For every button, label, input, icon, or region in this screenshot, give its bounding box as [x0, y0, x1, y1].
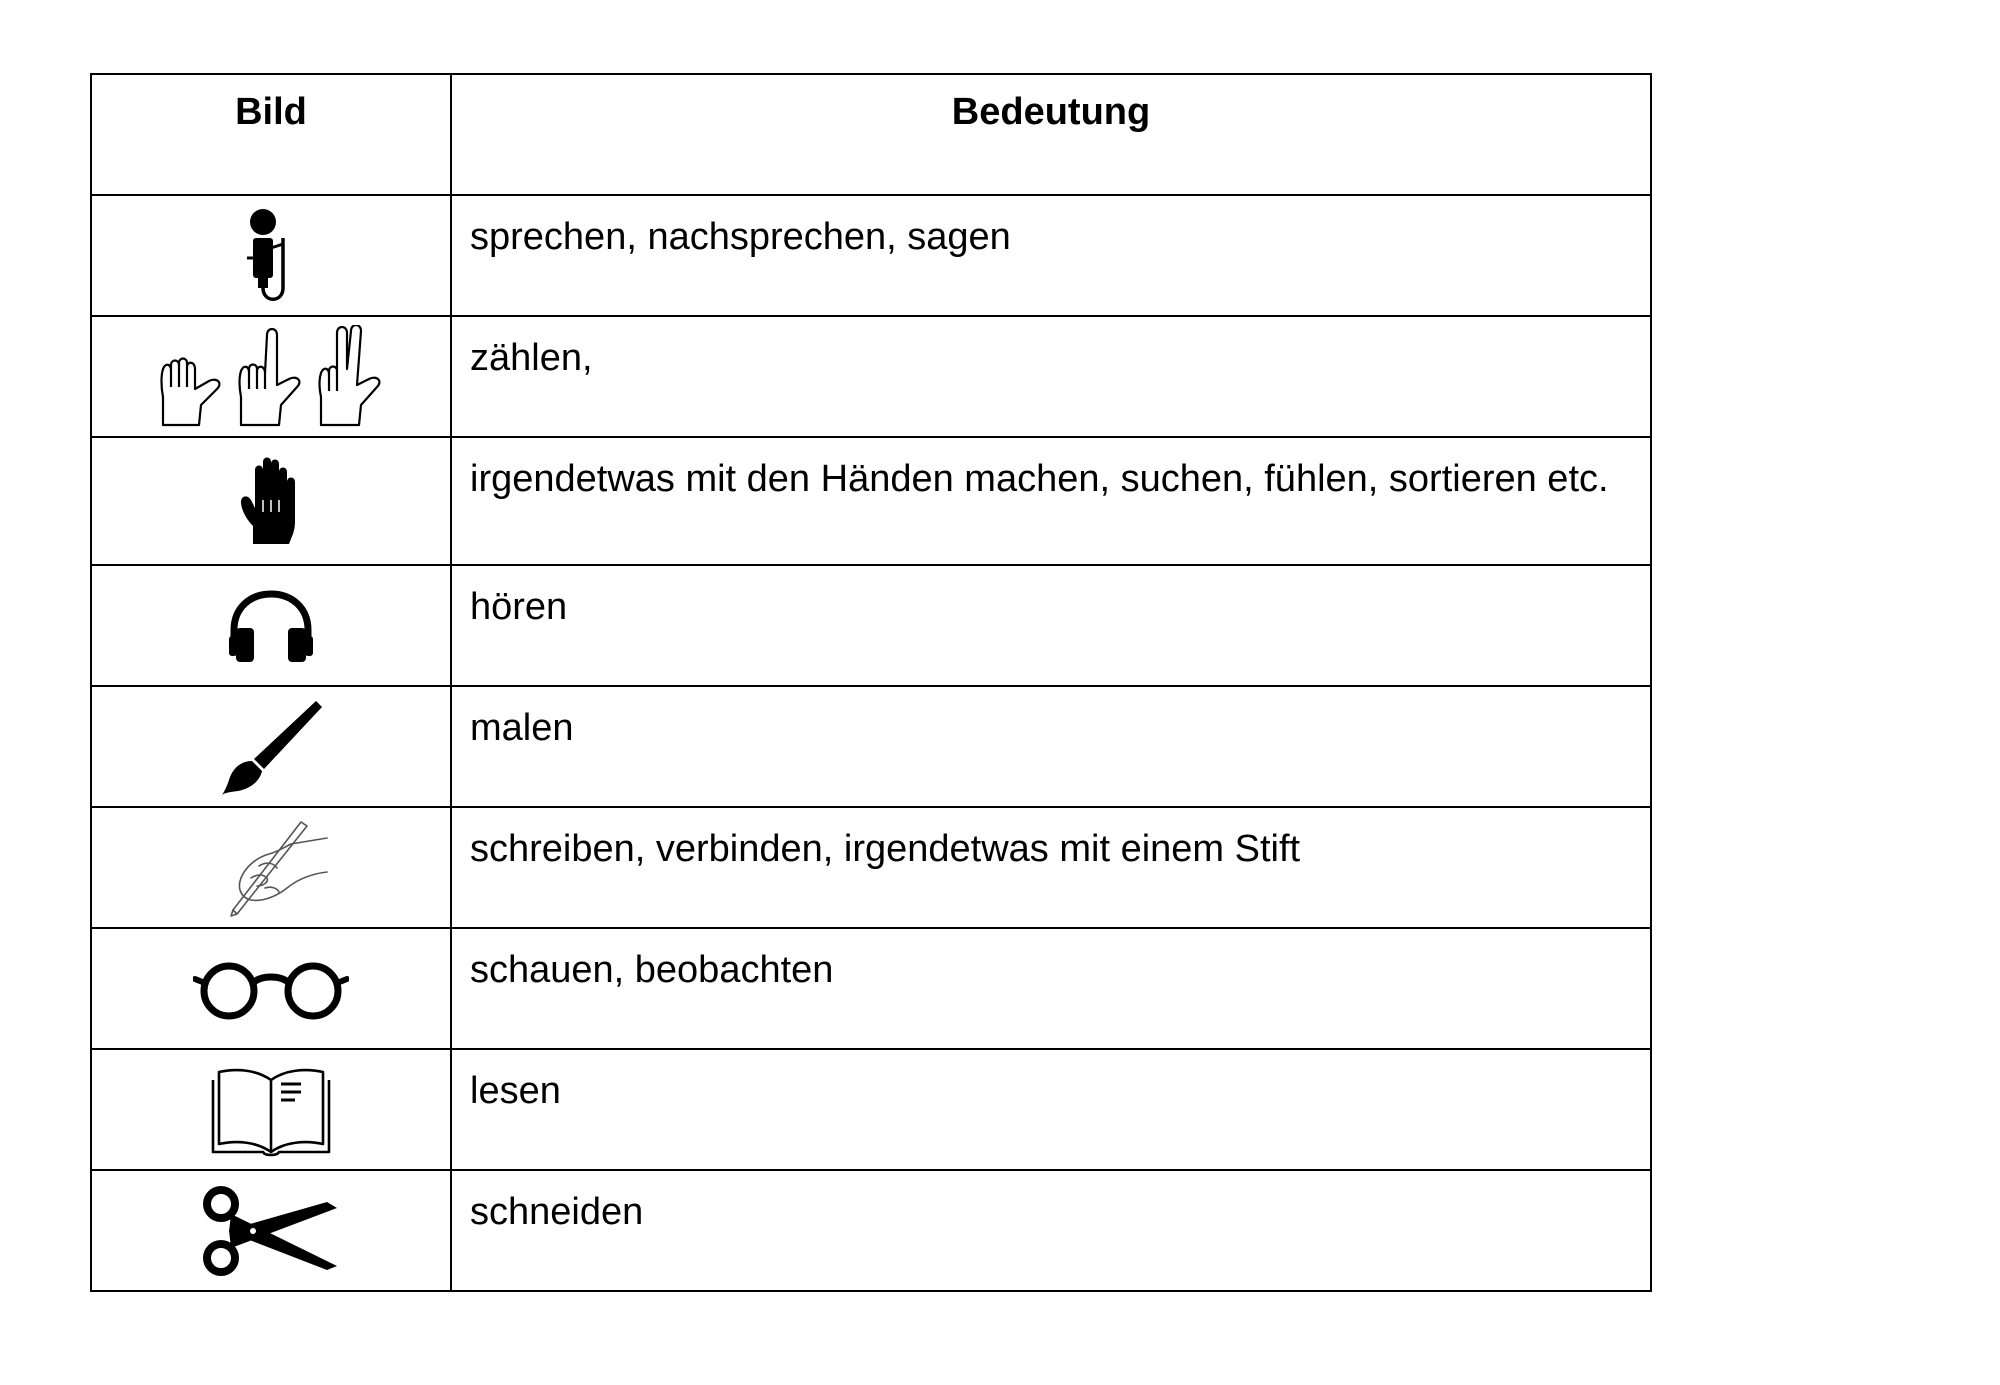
table-header-row [91, 74, 1651, 195]
symbol-legend-table [90, 73, 1652, 1292]
table-row [91, 928, 1651, 1049]
header-meaning: Bedeutung [451, 74, 1651, 195]
table-row [91, 1170, 1651, 1291]
hand-icon [239, 456, 303, 546]
header-image: Bild [91, 74, 451, 195]
meaning-cell: irgendetwas mit den Händen machen, suchen, fühlen, sortieren etc. [451, 437, 1651, 565]
counting-hands-icon [151, 325, 391, 429]
table-row [91, 565, 1651, 686]
image-cell [91, 1170, 451, 1291]
image-cell [91, 565, 451, 686]
image-cell [91, 195, 451, 316]
scissors-icon [201, 1186, 341, 1276]
headphones-icon [226, 588, 316, 664]
table-row [91, 437, 1651, 565]
image-cell [91, 807, 451, 928]
glasses-icon [193, 957, 349, 1021]
meaning-cell: zählen, [451, 316, 1651, 437]
paintbrush-icon [216, 697, 326, 797]
table-row [91, 195, 1651, 316]
open-book-icon [209, 1062, 333, 1158]
meaning-cell: malen [451, 686, 1651, 807]
image-cell [91, 1049, 451, 1170]
writing-hand-icon [211, 818, 331, 918]
table-row [91, 807, 1651, 928]
image-cell [91, 686, 451, 807]
table-row [91, 316, 1651, 437]
meaning-cell: hören [451, 565, 1651, 686]
meaning-cell: schneiden [451, 1170, 1651, 1291]
meaning-cell: schauen, beobachten [451, 928, 1651, 1049]
image-cell [91, 928, 451, 1049]
image-cell [91, 437, 451, 565]
table-row [91, 686, 1651, 807]
image-cell [91, 316, 451, 437]
meaning-cell: lesen [451, 1049, 1651, 1170]
table-row [91, 1049, 1651, 1170]
microphone-icon [241, 208, 301, 304]
meaning-cell: sprechen, nachsprechen, sagen [451, 195, 1651, 316]
meaning-cell: schreiben, verbinden, irgendetwas mit einem Stift [451, 807, 1651, 928]
